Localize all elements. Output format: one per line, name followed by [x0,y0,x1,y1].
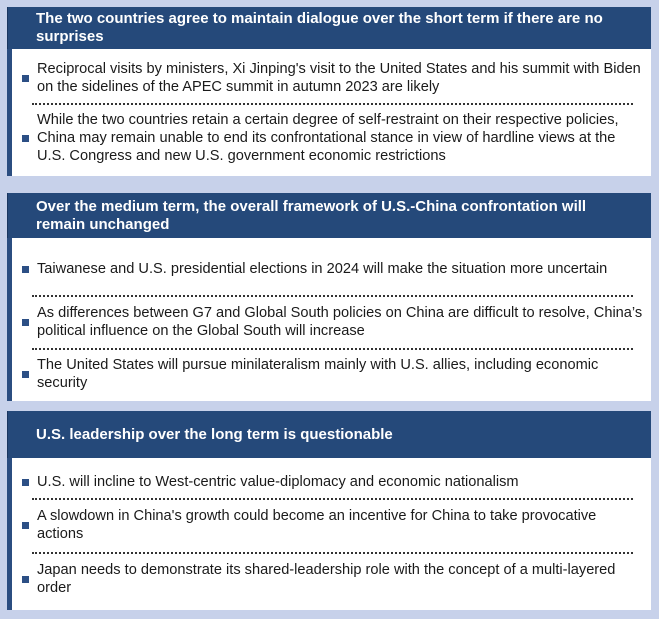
dotted-divider [32,348,633,350]
list-item-text: The United States will pursue minilateralism mainly with U.S. allies, including economic security [37,357,599,391]
square-bullet-icon [22,319,29,326]
dotted-divider [32,103,633,105]
section-short-term-header [7,7,651,49]
square-bullet-icon [22,371,29,378]
list-item-text: While the two countries retain a certain degree of self-restraint on their respective policies, China may remain unable to end its confrontational stance in view of hardline views at the U.S. Congress and new U.S. government economic restrictions [37,112,619,164]
section-long-term-title: U.S. leadership over the long term is questionable [36,425,393,443]
list-item-text: Reciprocal visits by ministers, Xi Jinping's visit to the United States and his summit with Biden on the sidelines of the APEC summit in autumn 2023 are likely [37,61,641,95]
list-item-text: As differences between G7 and Global South policies on China are difficult to resolve, China’s political influence on the Global South will increase [37,305,643,339]
list-item-text: Japan needs to demonstrate its shared-leadership role with the concept of a multi-layered order [37,562,616,596]
section-short-term [7,7,651,176]
section-medium-term-body [7,238,651,401]
list-item [12,472,645,492]
square-bullet-icon [22,135,29,142]
dotted-divider [32,498,633,500]
list-item [12,559,645,599]
section-medium-term-title: Over the medium term, the overall framework of U.S.-China confrontation will remain unchanged [36,197,587,233]
section-long-term-body [7,458,651,610]
square-bullet-icon [22,75,29,82]
dotted-divider [32,552,633,554]
list-item [12,59,645,97]
list-item-text: A slowdown in China's growth could become an incentive for China to take provocative actions [37,508,597,542]
section-long-term [7,411,651,610]
section-short-term-title: The two countries agree to maintain dialogue over the short term if there are no surprises [36,10,603,45]
list-item-text: Taiwanese and U.S. presidential elections in 2024 will make the situation more uncertain [37,261,608,277]
list-item-text: U.S. will incline to West-centric value-diplomacy and economic nationalism [37,474,519,490]
square-bullet-icon [22,522,29,529]
list-item [12,110,645,166]
section-long-term-header [7,411,651,458]
list-item [12,250,645,288]
section-medium-term-header [7,193,651,238]
list-item [12,302,645,342]
list-item [12,506,645,544]
square-bullet-icon [22,576,29,583]
square-bullet-icon [22,266,29,273]
section-medium-term [7,193,651,401]
dotted-divider [32,295,633,297]
list-item [12,355,645,393]
square-bullet-icon [22,479,29,486]
section-short-term-body [7,49,651,176]
